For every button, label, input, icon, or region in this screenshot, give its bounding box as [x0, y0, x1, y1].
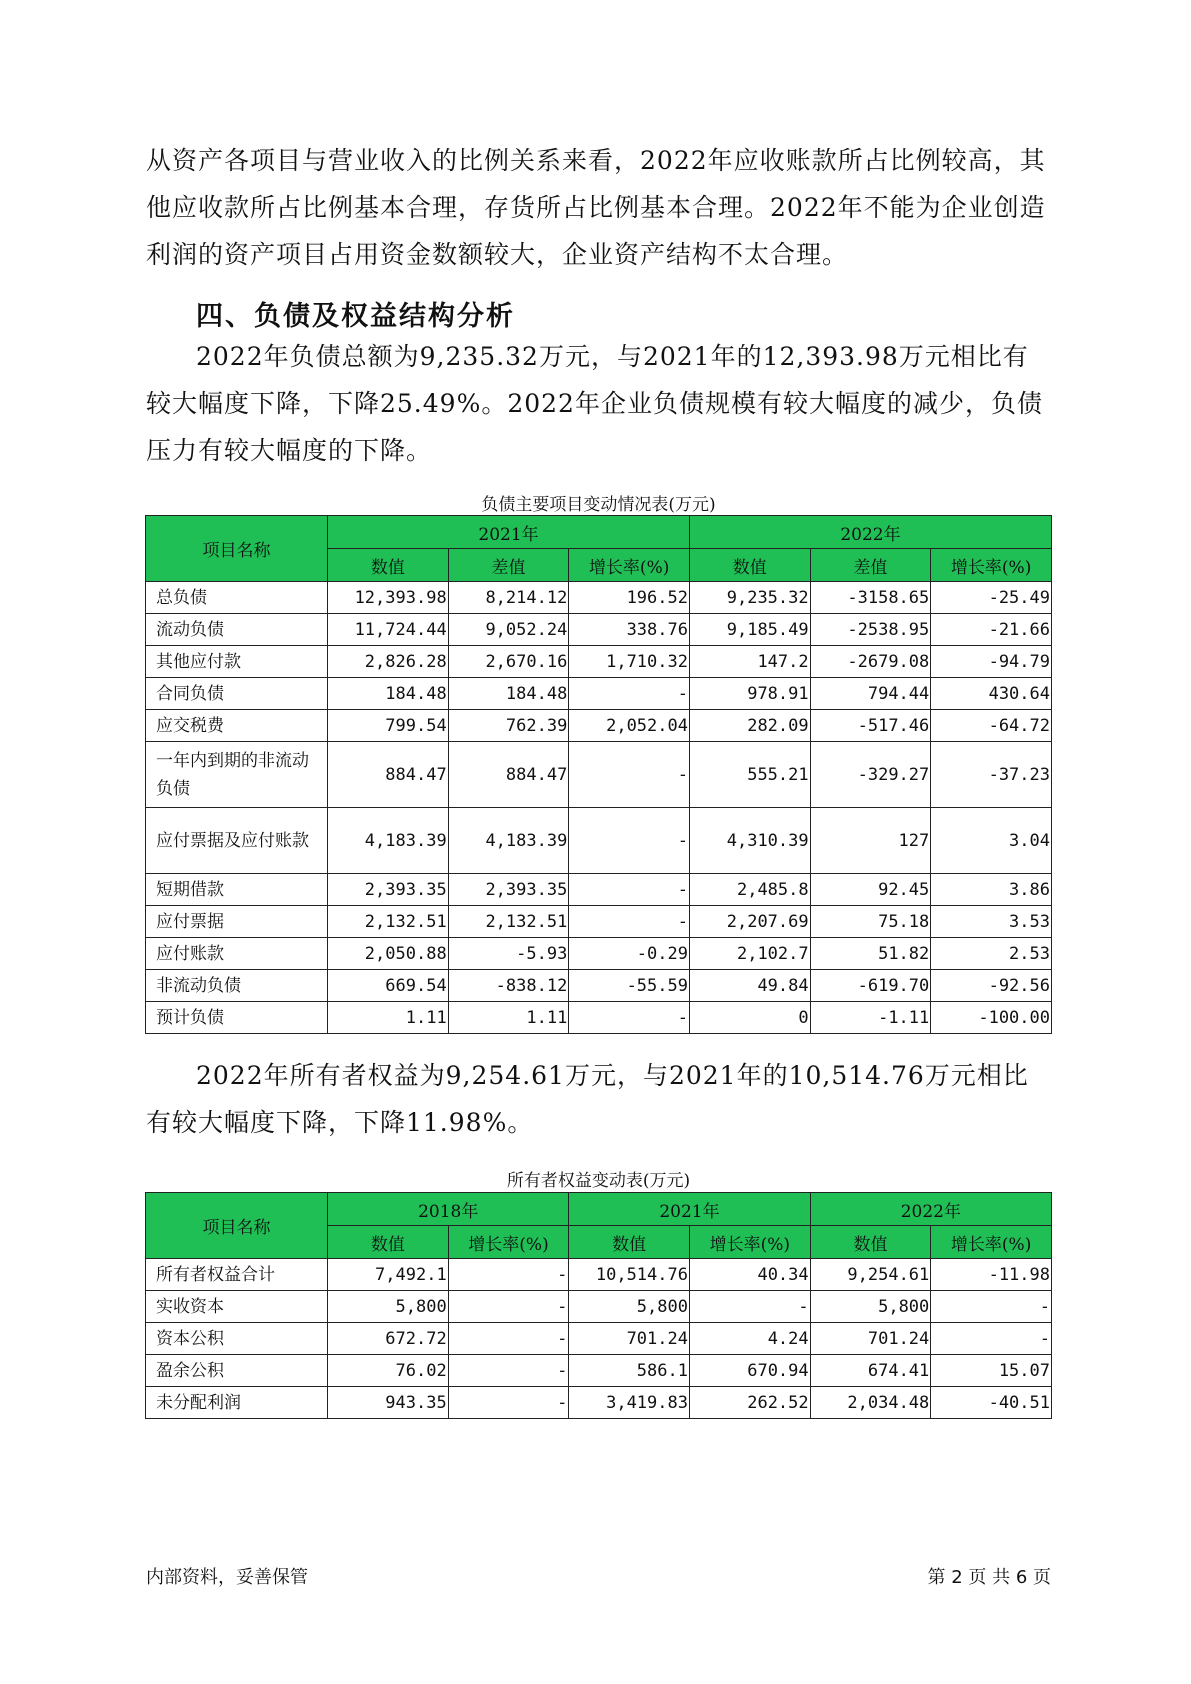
table-cell: -: [569, 906, 690, 938]
table-row: [146, 1355, 1052, 1387]
year-header: 2018年: [328, 1193, 569, 1226]
section-heading: 四、负债及权益结构分析: [196, 301, 515, 332]
table-cell: -329.27: [810, 742, 931, 808]
table-cell: 1,710.32: [569, 646, 690, 678]
table-cell: -: [448, 1323, 569, 1355]
row-label: 应交税费: [146, 710, 328, 742]
row-label: 盈余公积: [146, 1355, 328, 1387]
table1-caption: 负债主要项目变动情况表(万元): [481, 495, 716, 515]
table-cell: 75.18: [810, 906, 931, 938]
table-row: [146, 678, 1052, 710]
table-cell: 3,419.83: [569, 1387, 690, 1419]
table-cell: 51.82: [810, 938, 931, 970]
table-cell: -0.29: [569, 938, 690, 970]
table-cell: 2,393.35: [328, 874, 449, 906]
table-cell: 2,132.51: [448, 906, 569, 938]
table-cell: 282.09: [689, 710, 810, 742]
table-cell: 40.34: [689, 1259, 810, 1291]
table-cell: 147.2: [689, 646, 810, 678]
table-cell: 4,310.39: [689, 808, 810, 874]
row-label: 一年内到期的非流动负债: [146, 742, 328, 808]
table-cell: -: [931, 1291, 1052, 1323]
year-header: 2022年: [810, 1193, 1051, 1226]
table-cell: 9,052.24: [448, 614, 569, 646]
col-header: 差值: [448, 549, 569, 582]
row-label: 流动负债: [146, 614, 328, 646]
table-cell: -: [569, 1002, 690, 1034]
table-cell: -517.46: [810, 710, 931, 742]
name-header: 项目名称: [146, 1193, 328, 1259]
intro-paragraph: 从资产各项目与营业收入的比例关系来看，2022年应收账款所占比例较高，其他应收款所占比例基本合理，存货所占比例基本合理。2022年不能为企业创造利润的资产项目占用资金数额较大，企业资产结构不太合理。: [146, 146, 1046, 269]
table1-body: [146, 582, 1052, 1034]
col-header: 数值: [689, 549, 810, 582]
table-cell: 586.1: [569, 1355, 690, 1387]
footer-page-number: 第 2 页 共 6 页: [927, 1567, 1051, 1588]
liability-paragraph: 2022年负债总额为9,235.32万元，与2021年的12,393.98万元相比有较大幅度下降，下降25.49%。2022年企业负债规模有较大幅度的减少，负债压力有较大幅度的下降。: [146, 342, 1043, 465]
table-row: [146, 1259, 1052, 1291]
table-cell: -21.66: [931, 614, 1052, 646]
table-row: [146, 614, 1052, 646]
table-cell: 3.86: [931, 874, 1052, 906]
table-row: [146, 808, 1052, 874]
table-cell: 2,132.51: [328, 906, 449, 938]
col-header: 数值: [569, 1226, 690, 1259]
table-cell: 762.39: [448, 710, 569, 742]
table-cell: 2,485.8: [689, 874, 810, 906]
table-row: [146, 1002, 1052, 1034]
table-cell: -1.11: [810, 1002, 931, 1034]
table-cell: -: [569, 678, 690, 710]
table-cell: -: [569, 874, 690, 906]
table-row: [146, 1291, 1052, 1323]
year-header: 2021年: [569, 1193, 810, 1226]
table-cell: 701.24: [810, 1323, 931, 1355]
table-cell: 2,670.16: [448, 646, 569, 678]
table-cell: -94.79: [931, 646, 1052, 678]
table-cell: 4.24: [689, 1323, 810, 1355]
table-row: [146, 582, 1052, 614]
table-cell: 701.24: [569, 1323, 690, 1355]
table-cell: 262.52: [689, 1387, 810, 1419]
table-cell: 196.52: [569, 582, 690, 614]
table-row: [146, 1387, 1052, 1419]
table-cell: -64.72: [931, 710, 1052, 742]
table-row: [146, 874, 1052, 906]
table-cell: -: [448, 1291, 569, 1323]
row-label: 短期借款: [146, 874, 328, 906]
table-cell: 4,183.39: [448, 808, 569, 874]
row-label: 其他应付款: [146, 646, 328, 678]
table-cell: 9,185.49: [689, 614, 810, 646]
table-cell: 0: [689, 1002, 810, 1034]
table-row: [146, 1323, 1052, 1355]
table-cell: 3.53: [931, 906, 1052, 938]
table-cell: -619.70: [810, 970, 931, 1002]
table-cell: 92.45: [810, 874, 931, 906]
table-cell: 76.02: [328, 1355, 449, 1387]
table-cell: -: [931, 1323, 1052, 1355]
row-label: 合同负债: [146, 678, 328, 710]
table2-caption: 所有者权益变动表(万元): [506, 1171, 691, 1191]
table-row: [146, 906, 1052, 938]
col-header: 差值: [810, 549, 931, 582]
row-label: 应付票据及应付账款: [146, 808, 328, 874]
row-label: 应付账款: [146, 938, 328, 970]
table-cell: 799.54: [328, 710, 449, 742]
table-cell: 9,254.61: [810, 1259, 931, 1291]
table-cell: 430.64: [931, 678, 1052, 710]
table-cell: 1.11: [328, 1002, 449, 1034]
row-label: 预计负债: [146, 1002, 328, 1034]
table-cell: -2679.08: [810, 646, 931, 678]
col-header: 增长率(%): [931, 1226, 1052, 1259]
col-header: 数值: [328, 1226, 449, 1259]
table-cell: 2,207.69: [689, 906, 810, 938]
row-label: 总负债: [146, 582, 328, 614]
table-cell: 2,393.35: [448, 874, 569, 906]
table-cell: 555.21: [689, 742, 810, 808]
table-cell: -: [448, 1259, 569, 1291]
table-cell: 11,724.44: [328, 614, 449, 646]
row-label: 应付票据: [146, 906, 328, 938]
table-cell: 49.84: [689, 970, 810, 1002]
footer-confidential-note: 内部资料，妥善保管: [146, 1567, 308, 1588]
table-row: [146, 710, 1052, 742]
table-cell: 1.11: [448, 1002, 569, 1034]
table-cell: 670.94: [689, 1355, 810, 1387]
table-cell: 2,826.28: [328, 646, 449, 678]
col-header: 数值: [328, 549, 449, 582]
table-cell: -: [448, 1355, 569, 1387]
table-cell: 15.07: [931, 1355, 1052, 1387]
table-cell: 9,235.32: [689, 582, 810, 614]
table-cell: -40.51: [931, 1387, 1052, 1419]
table-cell: -: [689, 1291, 810, 1323]
liability-table: [145, 515, 1052, 1034]
table-cell: -838.12: [448, 970, 569, 1002]
row-label: 实收资本: [146, 1291, 328, 1323]
table-cell: 12,393.98: [328, 582, 449, 614]
table-cell: 669.54: [328, 970, 449, 1002]
table-cell: -11.98: [931, 1259, 1052, 1291]
col-header: 数值: [810, 1226, 931, 1259]
table-cell: 2,102.7: [689, 938, 810, 970]
table-cell: 10,514.76: [569, 1259, 690, 1291]
table-cell: -: [569, 742, 690, 808]
equity-table: [145, 1192, 1052, 1419]
table-cell: 338.76: [569, 614, 690, 646]
table-cell: 884.47: [328, 742, 449, 808]
table-cell: -3158.65: [810, 582, 931, 614]
table-cell: -100.00: [931, 1002, 1052, 1034]
table-row: [146, 970, 1052, 1002]
table-cell: 5,800: [569, 1291, 690, 1323]
table-cell: -2538.95: [810, 614, 931, 646]
table-row: [146, 938, 1052, 970]
row-label: 非流动负债: [146, 970, 328, 1002]
table-cell: 674.41: [810, 1355, 931, 1387]
equity-paragraph: 2022年所有者权益为9,254.61万元，与2021年的10,514.76万元相比有较大幅度下降，下降11.98%。: [146, 1061, 1029, 1137]
table-cell: 5,800: [810, 1291, 931, 1323]
table-cell: 3.04: [931, 808, 1052, 874]
table-cell: 184.48: [448, 678, 569, 710]
table-cell: -37.23: [931, 742, 1052, 808]
year-header: 2022年: [689, 516, 1051, 549]
col-header: 增长率(%): [448, 1226, 569, 1259]
table-row: [146, 646, 1052, 678]
name-header: 项目名称: [146, 516, 328, 582]
row-label: 资本公积: [146, 1323, 328, 1355]
table-cell: 794.44: [810, 678, 931, 710]
col-header: 增长率(%): [689, 1226, 810, 1259]
table-cell: 672.72: [328, 1323, 449, 1355]
table-cell: 2.53: [931, 938, 1052, 970]
table-cell: 127: [810, 808, 931, 874]
table-cell: 7,492.1: [328, 1259, 449, 1291]
table-cell: 5,800: [328, 1291, 449, 1323]
table2-body: [146, 1259, 1052, 1419]
table-cell: 2,034.48: [810, 1387, 931, 1419]
table-cell: 978.91: [689, 678, 810, 710]
table-cell: -92.56: [931, 970, 1052, 1002]
table-cell: -: [569, 808, 690, 874]
table-cell: -: [448, 1387, 569, 1419]
year-header: 2021年: [328, 516, 690, 549]
row-label: 所有者权益合计: [146, 1259, 328, 1291]
col-header: 增长率(%): [569, 549, 690, 582]
table-cell: 943.35: [328, 1387, 449, 1419]
table-cell: 884.47: [448, 742, 569, 808]
table-cell: -55.59: [569, 970, 690, 1002]
table-cell: 184.48: [328, 678, 449, 710]
table-cell: -25.49: [931, 582, 1052, 614]
table-cell: 4,183.39: [328, 808, 449, 874]
table-cell: 2,050.88: [328, 938, 449, 970]
table-cell: 2,052.04: [569, 710, 690, 742]
row-label: 未分配利润: [146, 1387, 328, 1419]
table-cell: -5.93: [448, 938, 569, 970]
col-header: 增长率(%): [931, 549, 1052, 582]
table-cell: 8,214.12: [448, 582, 569, 614]
table-row: [146, 742, 1052, 808]
